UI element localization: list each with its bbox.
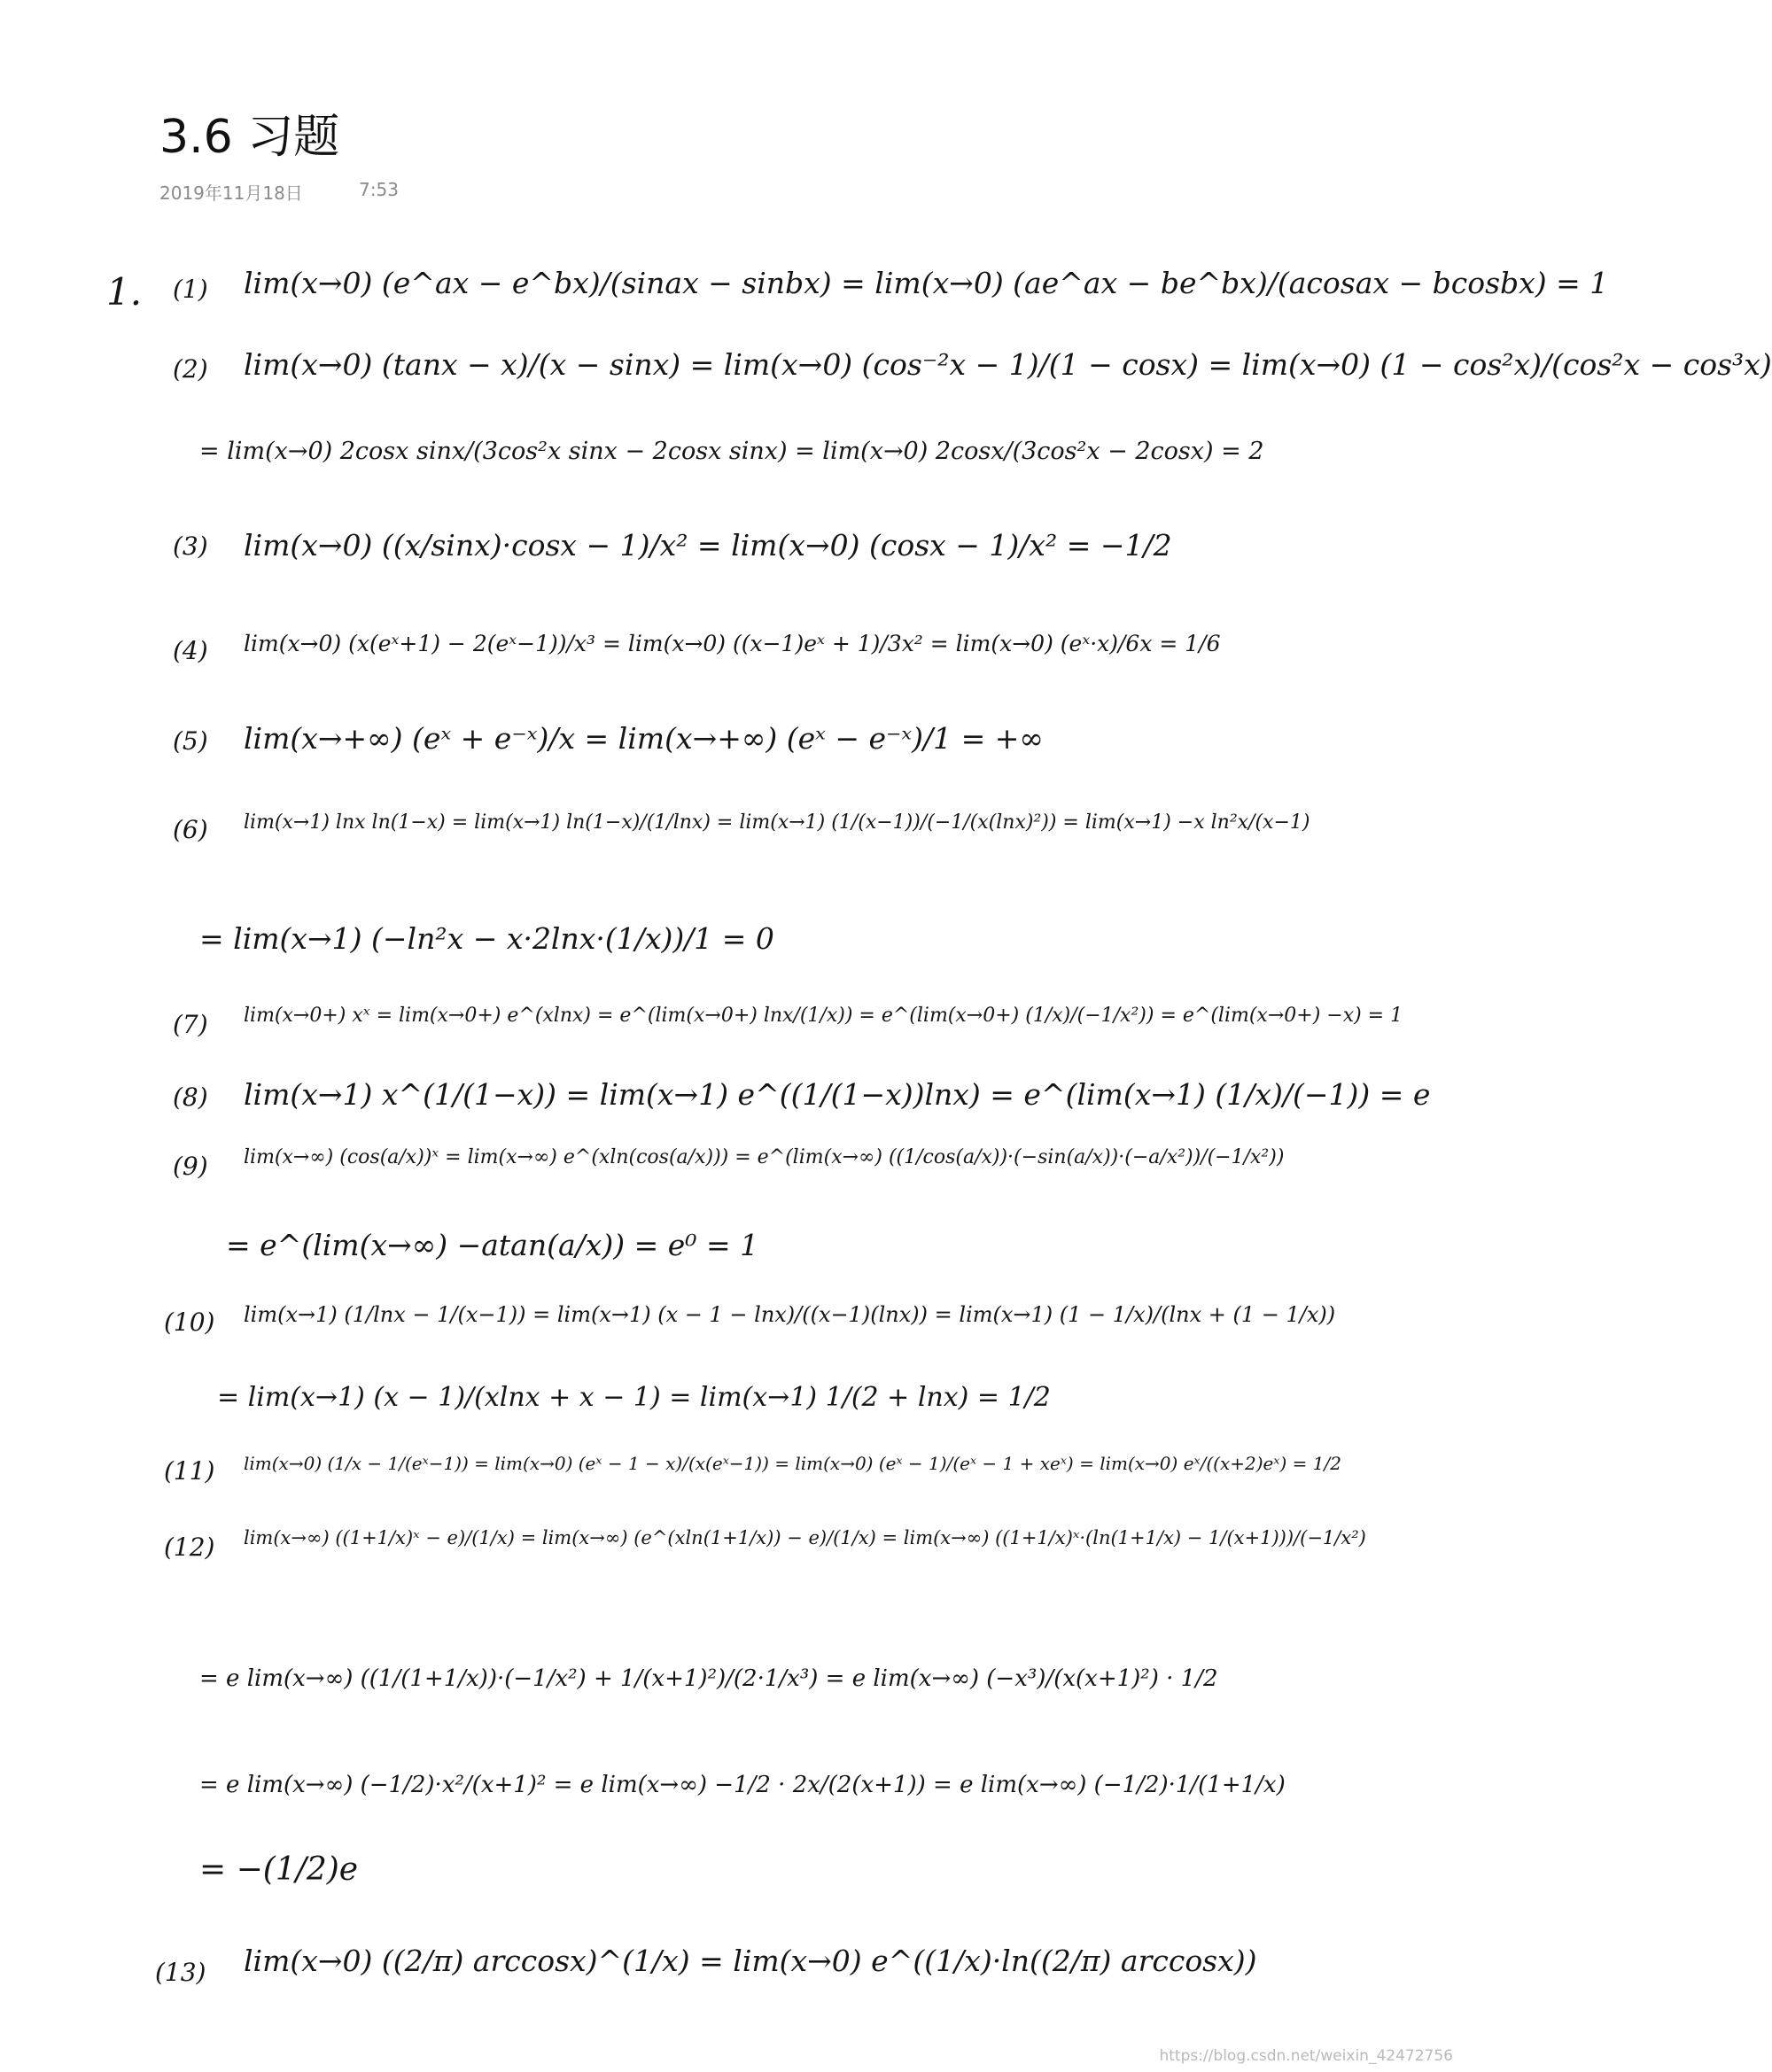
equation-line: lim(x→+∞) (eˣ + e⁻ˣ)/x = lim(x→+∞) (eˣ − e⁻ˣ)/1 = +∞: [244, 721, 1044, 756]
equation-line: = e lim(x→∞) ((1/(1+1/x))·(−1/x²) + 1/(x+1)²)/(2·1/x³) = e lim(x→∞) (−x³)/(x(x+1)²) · 1/2: [199, 1665, 1218, 1692]
equation-line: = lim(x→1) (−ln²x − x·2lnx·(1/x))/1 = 0: [199, 921, 774, 956]
equation-line: lim(x→∞) (cos(a/x))ˣ = lim(x→∞) e^(xln(cos(a/x))) = e^(lim(x→∞) ((1/cos(a/x))·(−sin(a/x))·(−a/x²))/(−1/x²)): [244, 1146, 1285, 1168]
equation-line: lim(x→1) lnx ln(1−x) = lim(x→1) ln(1−x)/(1/lnx) = lim(x→1) (1/(x−1))/(−1/(x(lnx)²)) = lim(x→1) −x ln²x/(x−1): [244, 811, 1310, 834]
equation-line: lim(x→0+) xˣ = lim(x→0+) e^(xlnx) = e^(lim(x→0+) lnx/(1/x)) = e^(lim(x→0+) (1/x)/(−1/x²)) = e^(lim(x→0+) −x) = 1: [244, 1005, 1403, 1027]
equation-line: = lim(x→0) 2cosx sinx/(3cos²x sinx − 2cosx sinx) = lim(x→0) 2cosx/(3cos²x − 2cosx) = 2: [199, 438, 1264, 465]
part-label: (5): [173, 726, 208, 756]
page-title: 3.6 习题: [159, 111, 340, 164]
part-label: (3): [173, 532, 208, 561]
equation-line: lim(x→1) x^(1/(1−x)) = lim(x→1) e^((1/(1−x))lnx) = e^(lim(x→1) (1/x)/(−1)) = e: [244, 1077, 1431, 1112]
equation-line: = lim(x→1) (x − 1)/(xlnx + x − 1) = lim(x→1) 1/(2 + lnx) = 1/2: [217, 1382, 1051, 1413]
part-label: (6): [173, 815, 208, 844]
note-date: 2019年11月18日: [159, 182, 303, 204]
equation-line: lim(x→0) ((2/π) arccosx)^(1/x) = lim(x→0) e^((1/x)·ln((2/π) arccosx)): [244, 1944, 1257, 1978]
part-label: (2): [173, 354, 208, 384]
part-label: (1): [173, 275, 208, 304]
equation-line: lim(x→0) (1/x − 1/(eˣ−1)) = lim(x→0) (eˣ − 1 − x)/(x(eˣ−1)) = lim(x→0) (eˣ − 1)/(eˣ − 1 + xeˣ) = lim(x→0) eˣ/((x+2)eˣ) = 1/2: [244, 1453, 1341, 1474]
equation-line: = −(1/2)e: [199, 1851, 359, 1888]
equation-line: = e lim(x→∞) (−1/2)·x²/(x+1)² = e lim(x→∞) −1/2 · 2x/(2(x+1)) = e lim(x→∞) (−1/2)·1/(1+1/x): [199, 1772, 1286, 1798]
part-label: (12): [164, 1533, 215, 1562]
part-label: (4): [173, 636, 208, 665]
equation-line: = e^(lim(x→∞) −atan(a/x)) = e⁰ = 1: [226, 1228, 759, 1262]
problem-number: 1.: [106, 270, 143, 314]
part-label: (7): [173, 1010, 208, 1039]
equation-line: lim(x→0) (tanx − x)/(x − sinx) = lim(x→0) (cos⁻²x − 1)/(1 − cosx) = lim(x→0) (1 − cos²x)/(cos²x − cos³x): [244, 347, 1772, 382]
part-label: (8): [173, 1083, 208, 1112]
equation-line: lim(x→0) (x(eˣ+1) − 2(eˣ−1))/x³ = lim(x→0) ((x−1)eˣ + 1)/3x² = lim(x→0) (eˣ·x)/6x = 1/6: [244, 631, 1221, 656]
part-label: (13): [155, 1958, 206, 1987]
note-time: 7:53: [359, 179, 399, 200]
equation-line: lim(x→1) (1/lnx − 1/(x−1)) = lim(x→1) (x − 1 − lnx)/((x−1)(lnx)) = lim(x→1) (1 − 1/x)/(lnx + (1 − 1/x)): [244, 1302, 1336, 1327]
part-label: (11): [164, 1456, 215, 1486]
part-label: (9): [173, 1152, 208, 1181]
watermark: https://blog.csdn.net/weixin_42472756: [1159, 2047, 1453, 2065]
part-label: (10): [164, 1308, 215, 1337]
equation-line: lim(x→0) ((x/sinx)·cosx − 1)/x² = lim(x→0) (cosx − 1)/x² = −1/2: [244, 528, 1172, 563]
equation-line: lim(x→∞) ((1+1/x)ˣ − e)/(1/x) = lim(x→∞) (e^(xln(1+1/x)) − e)/(1/x) = lim(x→∞) ((1+1/x)ˣ·(ln(1+1/x) − 1/(x+1)))/(−1/x²): [244, 1527, 1366, 1548]
equation-line: lim(x→0) (e^ax − e^bx)/(sinax − sinbx) = lim(x→0) (ae^ax − be^bx)/(acosax − bcosbx) = 1: [244, 266, 1609, 300]
